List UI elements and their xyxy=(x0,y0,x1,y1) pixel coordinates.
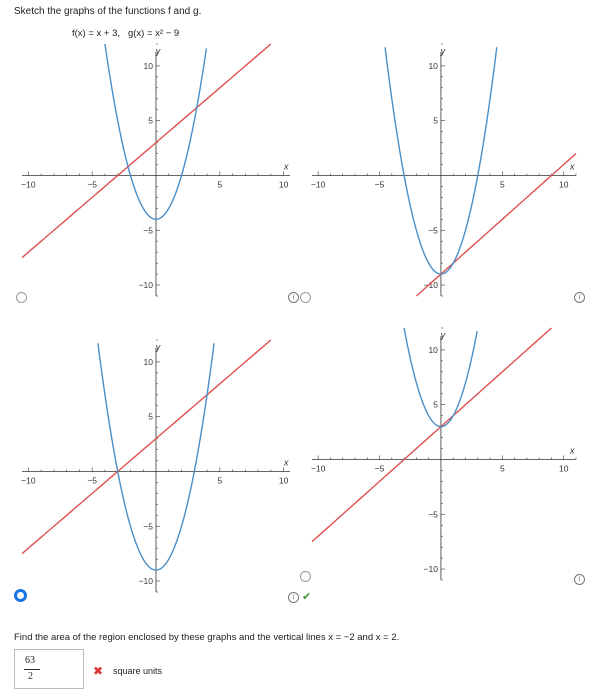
x-tick-label: −10 xyxy=(21,475,36,486)
x-tick-label: −10 xyxy=(310,179,326,190)
info-icon[interactable]: i xyxy=(574,574,585,585)
x-tick-label: −10 xyxy=(310,463,326,474)
x-tick-label: −5 xyxy=(87,475,98,486)
answer-denominator: 2 xyxy=(28,671,33,682)
y-tick-label: −10 xyxy=(423,564,438,575)
y-tick-label: −10 xyxy=(138,576,153,587)
y-tick-label: −5 xyxy=(428,509,438,520)
y-tick-label: −10 xyxy=(423,280,438,291)
graph-option-4 xyxy=(312,328,576,580)
radio-option-3[interactable] xyxy=(14,589,27,602)
radio-option-1[interactable] xyxy=(16,292,27,303)
x-tick-label: 5 xyxy=(499,463,505,474)
x-tick-label: 10 xyxy=(558,179,569,190)
radio-option-2[interactable] xyxy=(300,292,311,303)
y-tick-label: 10 xyxy=(143,60,153,71)
y-tick-label: −5 xyxy=(428,225,438,236)
y-tick-label: 5 xyxy=(433,115,438,126)
y-tick-label: 5 xyxy=(148,411,153,422)
x-axis-label: x xyxy=(284,161,289,172)
info-icon[interactable]: i xyxy=(288,292,299,303)
answer-input[interactable] xyxy=(14,649,84,689)
info-icon[interactable]: i xyxy=(574,292,585,303)
y-tick-label: 5 xyxy=(148,115,153,126)
functions-definition: f(x) = x + 3, g(x) = x² − 9 xyxy=(72,28,180,39)
x-tick-label: 10 xyxy=(558,463,569,474)
y-tick-label: 10 xyxy=(428,60,438,71)
y-tick-label: 10 xyxy=(143,356,153,367)
x-tick-label: 5 xyxy=(499,179,505,190)
x-tick-label: 5 xyxy=(217,179,223,190)
y-axis-label: y xyxy=(440,330,446,340)
y-axis-label: y xyxy=(440,46,446,56)
y-tick-label: −5 xyxy=(143,225,153,236)
y-tick-label: 5 xyxy=(433,399,438,410)
units-label: square units xyxy=(113,666,163,676)
fraction-bar xyxy=(24,669,40,670)
graph-option-1 xyxy=(22,44,290,296)
prompt-text: Sketch the graphs of the functions f and g. xyxy=(14,6,202,17)
x-axis-label: x xyxy=(284,457,289,468)
radio-option-4[interactable] xyxy=(300,571,311,582)
x-tick-label: 10 xyxy=(278,179,289,190)
x-axis-label: x xyxy=(570,445,575,456)
y-tick-label: 10 xyxy=(428,344,438,355)
area-question: Find the area of the region enclosed by these graphs and the vertical lines x = −2 and x = 2. xyxy=(14,632,400,643)
x-tick-label: −5 xyxy=(87,179,98,190)
answer-numerator: 63 xyxy=(25,655,35,666)
graph-option-2 xyxy=(312,44,576,296)
correct-check-icon: ✔ xyxy=(302,591,312,603)
incorrect-x-icon: ✖ xyxy=(93,664,104,678)
x-axis-label: x xyxy=(570,161,575,172)
info-icon[interactable]: i xyxy=(288,592,299,603)
y-tick-label: −10 xyxy=(138,280,153,291)
x-tick-label: 10 xyxy=(278,475,289,486)
y-axis-label: y xyxy=(155,342,161,352)
graph-option-3 xyxy=(22,340,290,592)
x-tick-label: −5 xyxy=(374,179,385,190)
x-tick-label: 5 xyxy=(217,475,223,486)
y-tick-label: −5 xyxy=(143,521,153,532)
x-tick-label: −5 xyxy=(374,463,385,474)
x-tick-label: −10 xyxy=(21,179,36,190)
y-axis-label: y xyxy=(155,46,161,56)
